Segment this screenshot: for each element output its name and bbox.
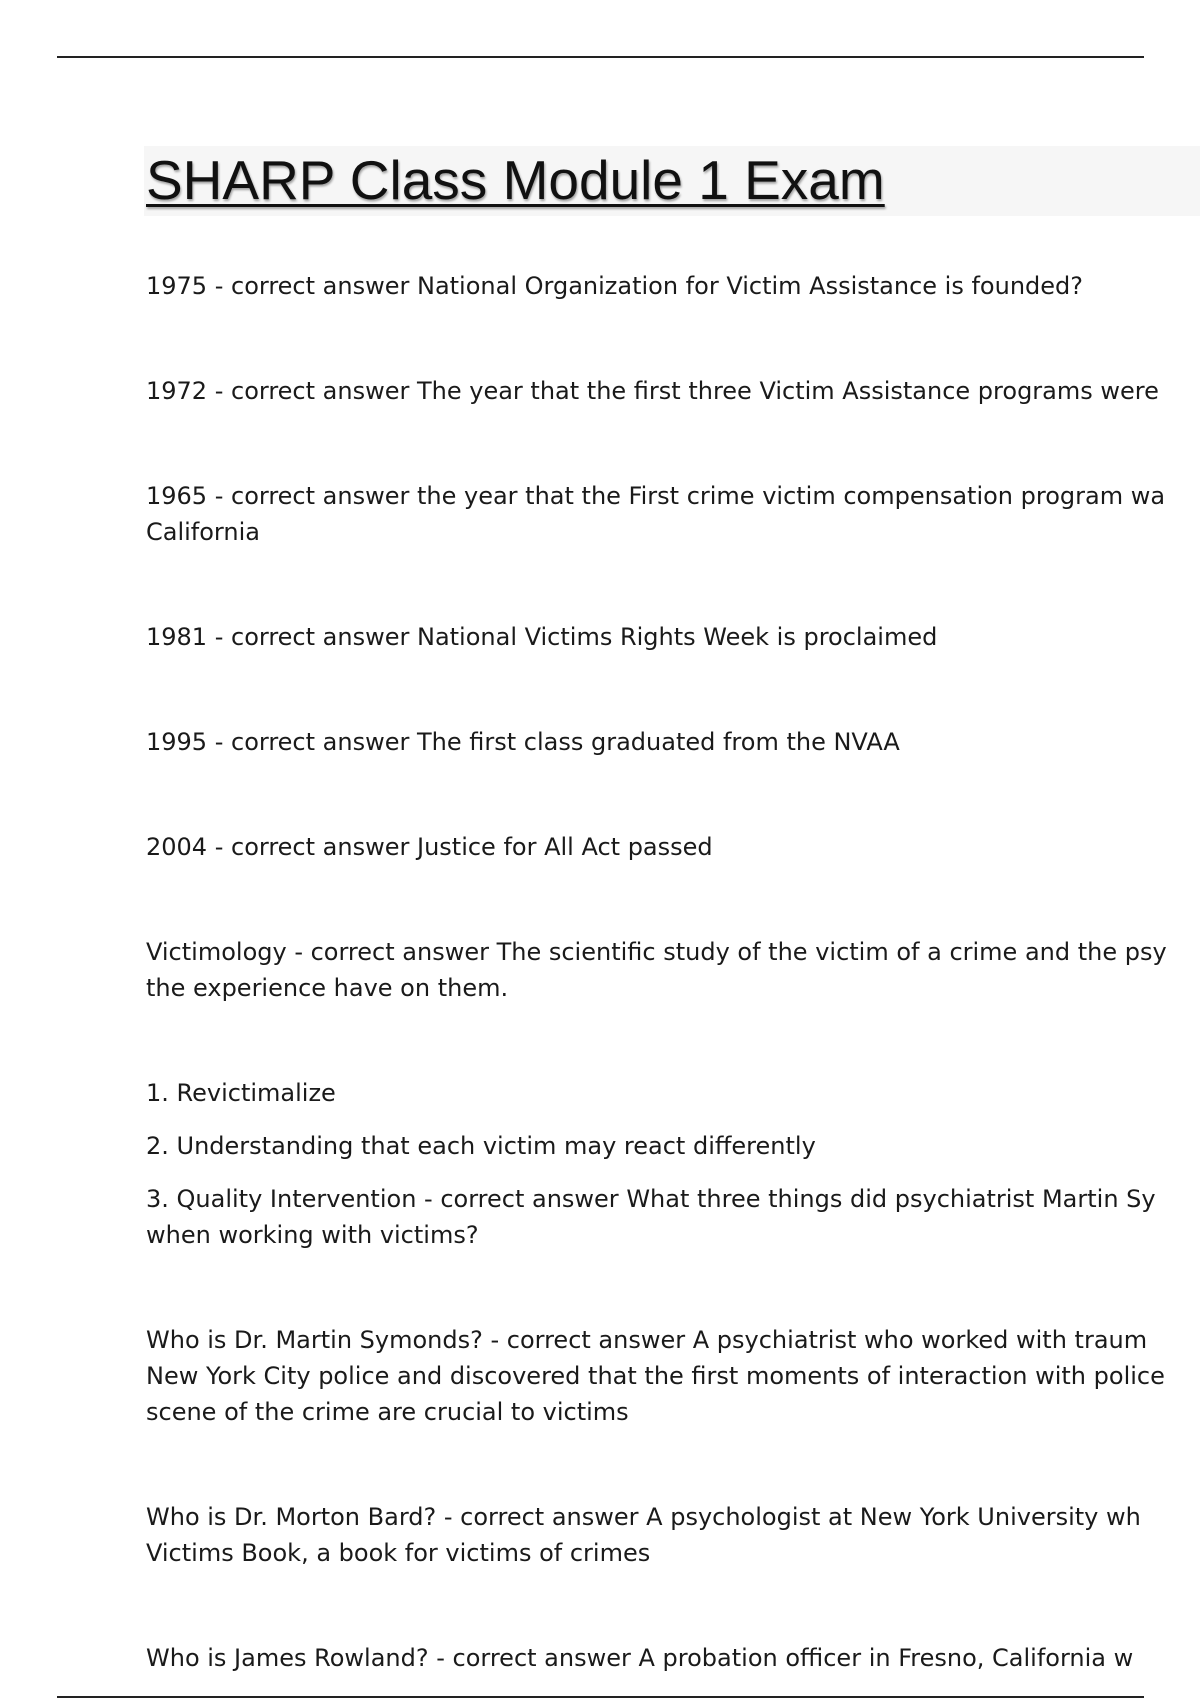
qa-term: 1965 <box>146 482 208 510</box>
qa-separator: - correct answer <box>207 272 417 300</box>
qa-line <box>146 1322 1200 1358</box>
qa-line <box>146 829 1200 865</box>
qa-term: Who is James Rowland? <box>146 1644 429 1672</box>
list-item: 1. Revictimalize <box>146 1079 336 1107</box>
qa-answer-continued: California <box>146 518 260 546</box>
qa-line <box>146 268 1200 304</box>
qa-line <box>146 478 1200 514</box>
qa-line <box>146 373 1200 409</box>
qa-answer: National Victims Rights Week is proclaimed <box>416 623 938 651</box>
qa-answer: A psychiatrist who worked with traum <box>692 1326 1148 1354</box>
qa-term: 2004 <box>146 833 208 861</box>
page-bottom-rule <box>57 1696 1144 1698</box>
qa-entry <box>146 1181 1200 1253</box>
qa-term: 3. Quality Intervention <box>146 1185 417 1213</box>
qa-term: Who is Dr. Morton Bard? <box>146 1503 437 1531</box>
qa-entry <box>146 1322 1200 1430</box>
qa-answer: Justice for All Act passed <box>416 833 713 861</box>
qa-separator: - correct answer <box>207 728 417 756</box>
qa-answer: the year that the First crime victim compensation program wa <box>416 482 1166 510</box>
qa-entry <box>146 619 1200 655</box>
document-title: SHARP Class Module 1 Exam <box>146 149 885 211</box>
qa-entry <box>146 934 1200 1006</box>
qa-answer-continued: scene of the crime are crucial to victims <box>146 1398 629 1426</box>
qa-line <box>146 934 1200 970</box>
qa-line <box>146 724 1200 760</box>
qa-answer-continued: the experience have on them. <box>146 974 509 1002</box>
qa-separator: - correct answer <box>436 1503 647 1531</box>
qa-separator: - correct answer <box>207 833 417 861</box>
qa-answer: The year that the first three Victim Assistance programs were <box>416 377 1159 405</box>
qa-answer: National Organization for Victim Assistance is founded? <box>416 272 1083 300</box>
qa-answer-continued: Victims Book, a book for victims of crimes <box>146 1539 651 1567</box>
qa-term: Who is Dr. Martin Symonds? <box>146 1326 483 1354</box>
qa-answer: The scientific study of the victim of a crime and the psy <box>496 938 1167 966</box>
qa-line <box>146 619 1200 655</box>
qa-entry <box>146 1499 1200 1571</box>
qa-answer: A probation officer in Fresno, California w <box>638 1644 1134 1672</box>
qa-term: 1975 <box>146 272 208 300</box>
page-top-rule <box>57 56 1144 58</box>
qa-term: 1981 <box>146 623 208 651</box>
qa-entry <box>146 373 1200 409</box>
qa-separator: - correct answer <box>286 938 497 966</box>
qa-entry <box>146 724 1200 760</box>
qa-line <box>146 1640 1200 1676</box>
list-item: 2. Understanding that each victim may react differently <box>146 1132 816 1160</box>
qa-answer: What three things did psychiatrist Martin Sy <box>626 1185 1156 1213</box>
qa-separator: - correct answer <box>207 623 417 651</box>
qa-line <box>146 1181 1200 1217</box>
qa-separator: - correct answer <box>207 482 417 510</box>
qa-term: Victimology <box>146 938 287 966</box>
qa-separator: - correct answer <box>428 1644 639 1672</box>
qa-separator: - correct answer <box>207 377 417 405</box>
qa-separator: - correct answer <box>482 1326 693 1354</box>
qa-entry <box>146 1640 1200 1676</box>
qa-answer: A psychologist at New York University wh <box>646 1503 1141 1531</box>
qa-entry <box>146 829 1200 865</box>
qa-separator: - correct answer <box>416 1185 627 1213</box>
qa-answer-continued: when working with victims? <box>146 1221 479 1249</box>
qa-term: 1995 <box>146 728 208 756</box>
qa-line <box>146 1499 1200 1535</box>
qa-entry <box>146 478 1200 550</box>
document-body <box>146 268 1200 1676</box>
qa-answer-continued: New York City police and discovered that the first moments of interaction with police <box>146 1362 1165 1390</box>
qa-entry <box>146 268 1200 304</box>
qa-answer: The first class graduated from the NVAA <box>416 728 900 756</box>
qa-term: 1972 <box>146 377 208 405</box>
